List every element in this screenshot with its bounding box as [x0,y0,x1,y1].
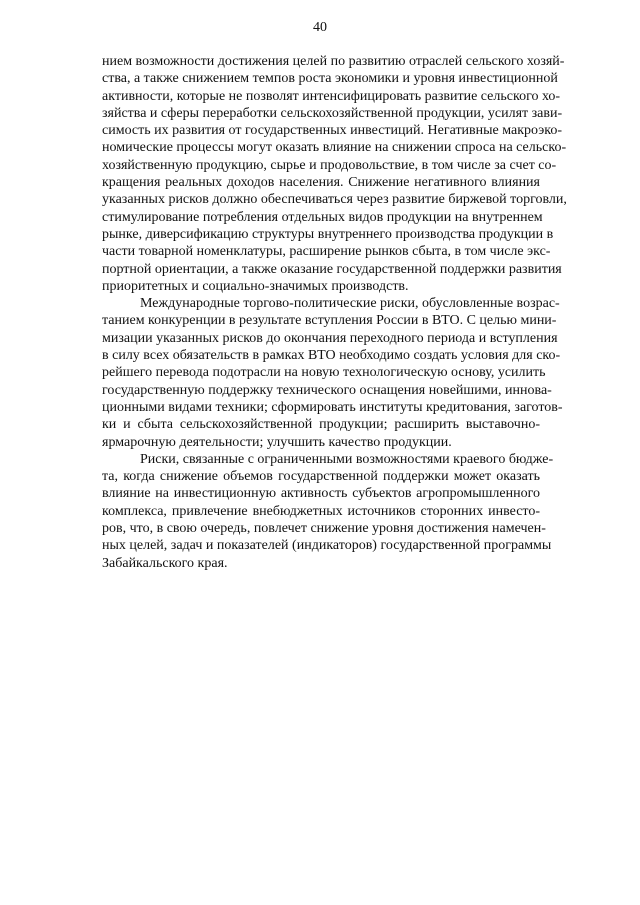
text-line: портной ориентации, а также оказание государственной поддержки развития [102,261,562,277]
text-line: активности, которые не позволят интенсифицировать развитие сельского хо- [102,88,561,104]
text-line: государственную поддержку технического оснащения новейшими, иннова- [102,382,552,398]
text-line: комплекса, привлечение внебюджетных источников сторонних инвесто- [102,503,540,519]
text-line: ров, что, в свою очередь, повлечет снижение уровня достижения намечен- [102,521,546,537]
text-line: стимулирование потребления отдельных видов продукции на внутреннем [102,209,543,225]
text-line: кращения реальных доходов населения. Снижение негативного влияния [102,175,540,191]
text-line: рейшего перевода подотрасли на новую технологическую основу, усилить [102,365,546,381]
text-line: хозяйственную продукцию, сырье и продовольствие, в том числе за счет со- [102,157,557,173]
text-line: мизации указанных рисков до окончания переходного периода и вступления [102,330,558,346]
text-line: рынке, диверсификацию структуры внутреннего производства продукции в [102,226,554,242]
text-line: в силу всех обязательств в рамках ВТО необходимо создать условия для ско- [102,348,561,364]
text-line: влияние на инвестиционную активность субъектов агропромышленного [102,486,540,502]
text-line: симость их развития от государственных инвестиций. Негативные макроэко- [102,123,562,139]
text-line: ных целей, задач и показателей (индикаторов) государственной программы [102,538,552,554]
paragraph-budget-risks [102,451,554,572]
text-line: ционными видами техники; сформировать институты кредитования, заготов- [102,399,563,415]
text-line: Забайкальского края. [102,555,228,571]
text-line: та, когда снижение объемов государственной поддержки может оказать [102,469,540,485]
text-line: части товарной номенклатуры, расширение рынков сбыта, в том числе экс- [102,244,551,260]
text-line: нием возможности достижения целей по развитию отраслей сельского хозяй- [102,54,565,69]
text-line: номические процессы могут оказать влияние на снижении спроса на сельско- [102,140,567,156]
text-line: указанных рисков должно обеспечиваться через развитие биржевой торговли, [102,192,567,208]
text-line: зяйства и сферы переработки сельскохозяйственной продукции, усилят зави- [102,105,563,121]
document-body [102,53,567,572]
text-line: ки и сбыта сельскохозяйственной продукции; расширить выставочно- [102,417,540,433]
paragraph-economic-risks [102,53,567,295]
text-line: Риски, связанные с ограниченными возможностями краевого бюдже- [140,451,554,467]
page-number: 40 [313,20,327,35]
paragraph-trade-policy-risks [102,295,563,451]
text-line: Международные торгово-политические риски, обусловленные возрас- [140,296,560,312]
text-line: танием конкуренции в результате вступления России в ВТО. С целью мини- [102,313,557,329]
text-line: ства, а также снижением темпов роста экономики и уровня инвестиционной [102,71,558,87]
text-line: ярмарочную деятельности; улучшить качество продукции. [102,434,452,450]
text-line: приоритетных и социально-значимых производств. [102,278,409,294]
